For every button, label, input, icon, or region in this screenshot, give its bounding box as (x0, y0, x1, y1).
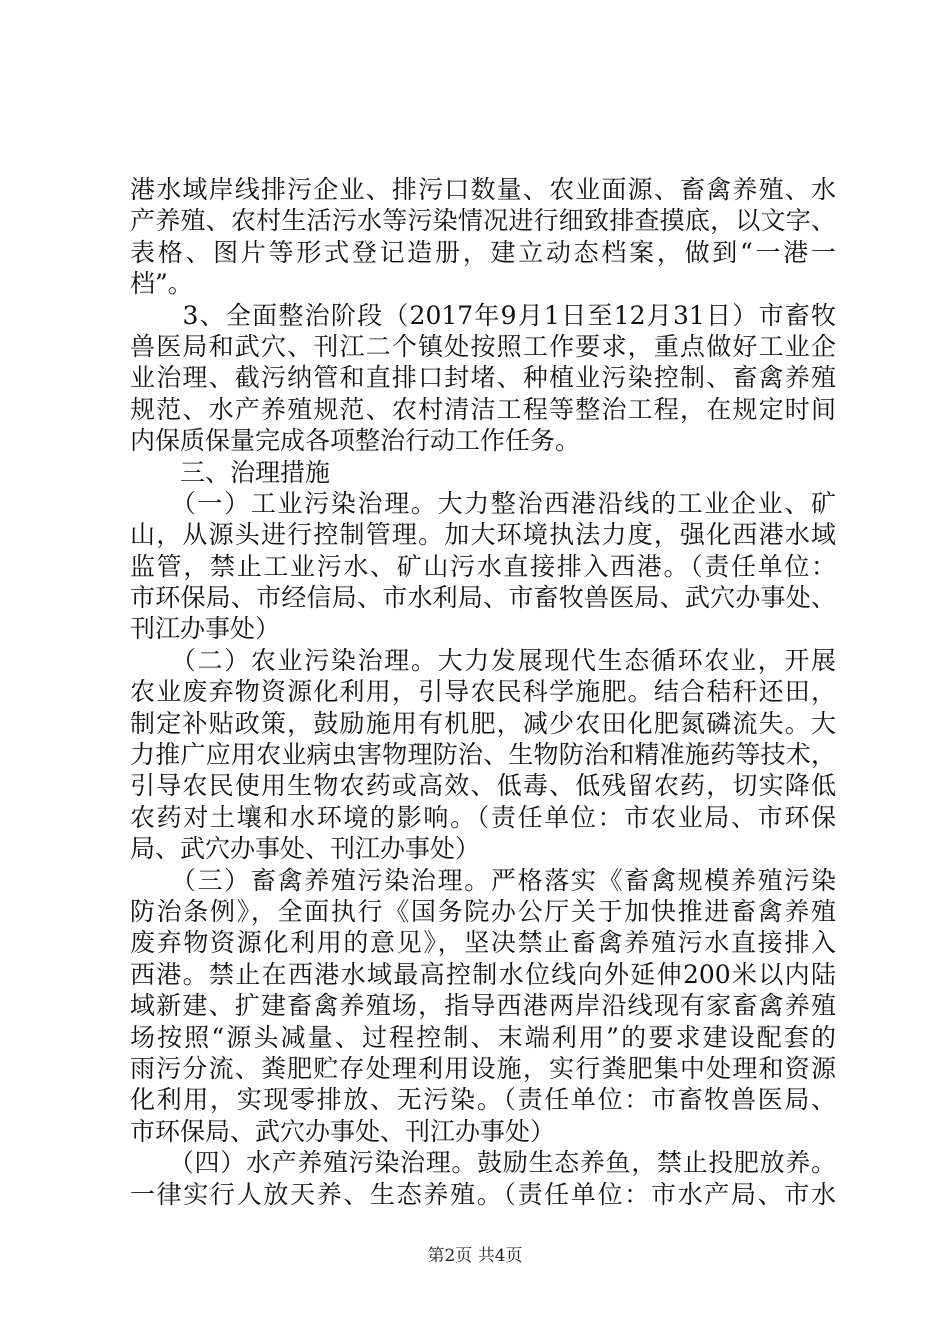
text-line: 产养殖、农村生活污水等污染情况进行细致排查摸底，以文字、 (130, 206, 836, 236)
text-line: 废弃物资源化利用的意见》，坚决禁止畜禽养殖污水直接排入 (130, 928, 836, 958)
text-line: 局、武穴办事处、刊江办事处） (130, 834, 481, 864)
text-line: 3、全面整治阶段（2017年9月1日至12月31日）市畜牧 (130, 300, 836, 330)
section-heading: 三、治理措施 (130, 457, 331, 487)
document-body (130, 174, 836, 1210)
text-line: 化利用，实现零排放、无污染。（责任单位：市畜牧兽医局、 (130, 1085, 836, 1115)
text-line: 引导农民使用生物农药或高效、低毒、低残留农药，切实降低 (130, 771, 836, 801)
text-line: 一律实行人放天养、生态养殖。（责任单位：市水产局、市水 (130, 1179, 836, 1209)
text-line: 制定补贴政策，鼓励施用有机肥，减少农田化肥氮磷流失。大 (130, 708, 836, 738)
text-line: 档”。 (130, 269, 193, 299)
text-line: 场按照“源头减量、过程控制、末端利用”的要求建设配套的 (130, 1022, 836, 1052)
text-line: 港水域岸线排污企业、排污口数量、农业面源、畜禽养殖、水 (130, 175, 836, 204)
text-line: 表格、图片等形式登记造册，建立动态档案，做到“一港一 (130, 237, 836, 267)
text-line: 力推广应用农业病虫害物理防治、生物防治和精准施药等技术， (130, 740, 836, 770)
page-footer: 第2页 共4页 (427, 1246, 523, 1266)
text-line: 市环保局、武穴办事处、刊江办事处） (130, 1116, 556, 1146)
text-line: 防治条例》，全面执行《国务院办公厅关于加快推进畜禽养殖 (130, 896, 836, 926)
text-line: （一）工业污染治理。大力整治西港沿线的工业企业、矿 (130, 488, 836, 518)
text-line: 西港。禁止在西港水域最高控制水位线向外延伸200米以内陆 (130, 959, 836, 989)
text-line: 农药对土壤和水环境的影响。（责任单位：市农业局、市环保 (130, 802, 836, 832)
text-line: 刊江办事处） (130, 614, 281, 644)
text-line: 内保质保量完成各项整治行动工作任务。 (130, 426, 581, 456)
text-line: 雨污分流、粪肥贮存处理利用设施，实行粪肥集中处理和资源 (130, 1053, 836, 1083)
text-line: （四）水产养殖污染治理。鼓励生态养鱼，禁止投肥放养。 (130, 1148, 836, 1178)
text-line: 农业废弃物资源化利用，引导农民科学施肥。结合秸秆还田， (130, 677, 836, 707)
text-line: 监管，禁止工业污水、矿山污水直接排入西港。（责任单位： (130, 551, 836, 581)
text-line: （三）畜禽养殖污染治理。严格落实《畜禽规模养殖污染 (130, 865, 836, 895)
text-line: 山，从源头进行控制管理。加大环境执法力度，强化西港水域 (130, 520, 836, 550)
text-line: 规范、水产养殖规范、农村清洁工程等整治工程，在规定时间 (130, 394, 836, 424)
text-line: 业治理、截污纳管和直排口封堵、种植业污染控制、畜禽养殖 (130, 363, 836, 393)
text-line: 市环保局、市经信局、市水利局、市畜牧兽医局、武穴办事处、 (130, 583, 836, 613)
text-line: 兽医局和武穴、刊江二个镇处按照工作要求，重点做好工业企 (130, 331, 836, 361)
text-line: （二）农业污染治理。大力发展现代生态循环农业，开展 (130, 645, 836, 675)
text-line: 域新建、扩建畜禽养殖场，指导西港两岸沿线现有家畜禽养殖 (130, 991, 836, 1021)
